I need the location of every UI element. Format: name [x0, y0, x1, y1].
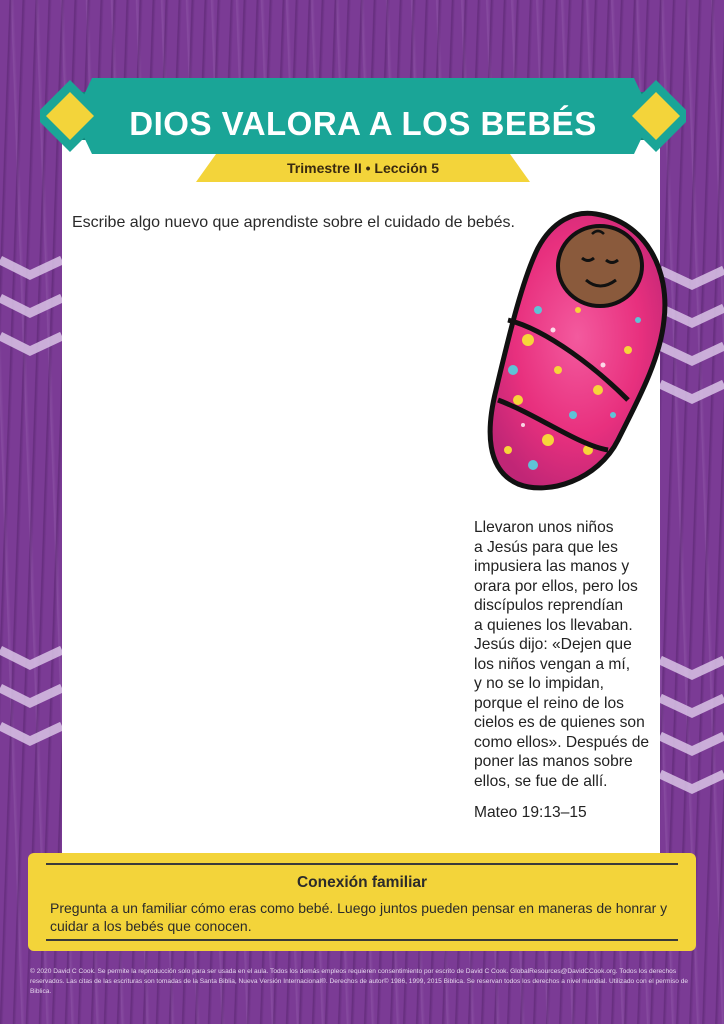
verse-line: impusiera las manos y — [474, 558, 630, 575]
verse-line: los niños vengan a mí, — [474, 655, 631, 673]
verse-line: discípulos reprendían — [474, 597, 624, 614]
verse-line: a Jesús para que les — [474, 538, 618, 556]
verse-line: y no se lo impidan, — [474, 675, 605, 692]
family-connection-title: Conexión familiar — [296, 874, 428, 891]
title-banner — [40, 72, 686, 192]
verse-line: porque el reino de los — [474, 694, 624, 712]
verse-line: como ellos». Después de — [474, 733, 650, 751]
top-divider — [46, 863, 678, 865]
verse-line: Llevaron unos niños — [474, 519, 614, 536]
verse-line: a quienes los llevaban. — [474, 616, 633, 634]
verse-line: ellos, se fue de allí. — [474, 772, 608, 790]
copyright-footer — [30, 967, 694, 997]
lesson-subtitle: Trimestre II • Lección 5 — [287, 160, 439, 176]
copyright-line: © 2020 David C Cook. Se permite la reproducción solo para ser usada en el aula. Todos los demás empleos requieren consentimiento por escrito de David C Cook. GlobalResources@DavidCCook.org. Todos los derechos — [30, 968, 677, 975]
copyright-line: reservados. Las citas de las escrituras son tomadas de la Santa Biblia, Nueva Versión Internacional®. Derechos de autor© 1986, 1999, 2015 Biblica. Se reservan todos los derechos a nivel mundial. Utilizado con el permiso de Biblica. — [30, 978, 689, 995]
bottom-divider — [46, 939, 678, 941]
bible-verse — [474, 518, 664, 791]
activity-prompt: Escribe algo nuevo que aprendiste sobre el cuidado de bebés. — [72, 214, 515, 231]
left-chevron-decoration — [0, 250, 62, 750]
verse-reference: Mateo 19:13–15 — [474, 804, 587, 821]
family-connection-text: Pregunta a un familiar cómo eras como bebé. Luego juntos pueden pensar en maneras de honrar y cuidar a los bebés que conocen. — [50, 900, 668, 934]
family-connection-box — [28, 853, 696, 951]
verse-line: poner las manos sobre — [474, 753, 633, 770]
verse-line: Jesús dijo: «Dejen que — [474, 636, 632, 653]
verse-line: cielos es de quienes son — [474, 714, 645, 731]
verse-line: orara por ellos, pero los — [474, 577, 638, 595]
page-title: DIOS VALORA A LOS BEBÉS — [129, 105, 597, 142]
swaddled-baby-illustration — [478, 200, 678, 500]
